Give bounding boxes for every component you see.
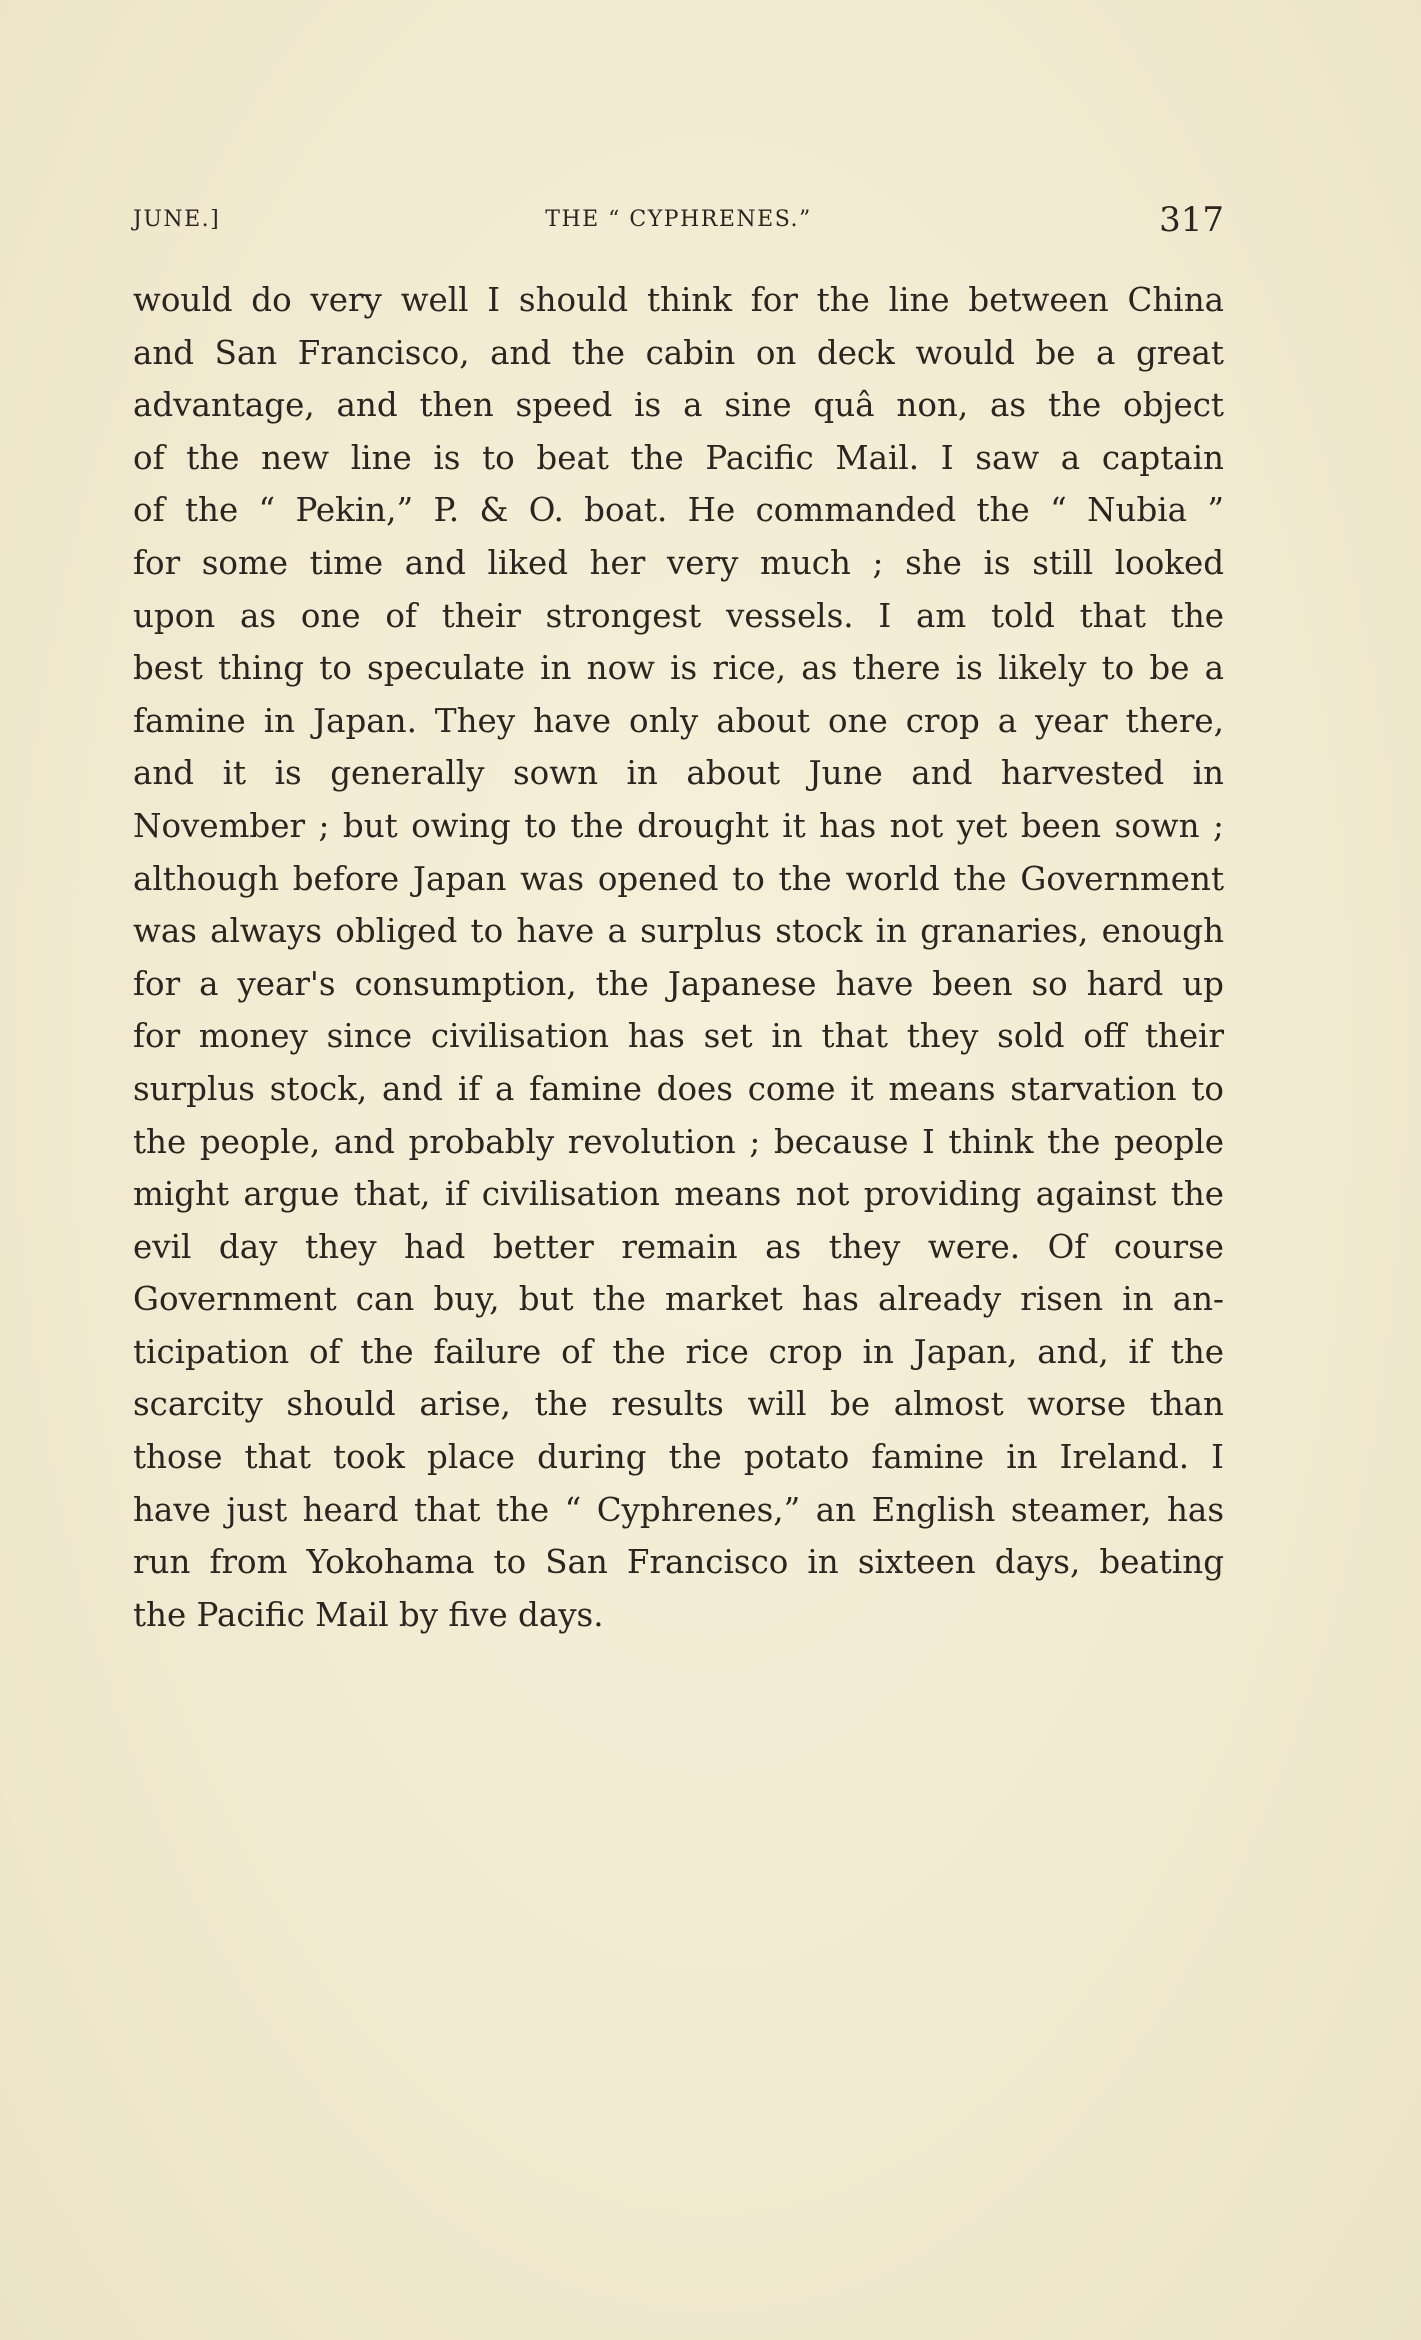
text-line: famine in Japan. They have only about one crop a year there, — [133, 701, 1224, 740]
text-line: upon as one of their strongest vessels. I am told that the — [133, 596, 1224, 635]
body-paragraph — [133, 274, 1224, 1641]
text-line: was always obliged to have a surplus stock in granaries, enough — [133, 912, 1224, 951]
text-line: might argue that, if civilisation means not providing against the — [133, 1175, 1224, 1214]
running-head — [133, 200, 1224, 240]
page-number: 317 — [1159, 200, 1224, 240]
text-line: run from Yokohama to San Francisco in sixteen days, beating — [133, 1543, 1224, 1582]
text-line: scarcity should arise, the results will be almost worse than — [133, 1385, 1224, 1424]
text-line: best thing to speculate in now is rice, as there is likely to be a — [133, 649, 1224, 688]
text-line: those that took place during the potato famine in Ireland. I — [133, 1438, 1224, 1477]
text-line: evil day they had better remain as they were. Of course — [133, 1227, 1224, 1266]
running-head-month: JUNE.] — [133, 207, 221, 232]
text-line: would do very well I should think for the line between China — [133, 281, 1224, 319]
text-line: Government can buy, but the market has already risen in an- — [133, 1280, 1224, 1319]
text-line-last: the Pacific Mail by five days. — [133, 1595, 604, 1634]
running-head-title: THE “ CYPHRENES.” — [545, 207, 812, 232]
text-line: surplus stock, and if a famine does come it means starvation to — [133, 1069, 1224, 1108]
text-line: and it is generally sown in about June and harvested in — [133, 754, 1224, 793]
text-line: have just heard that the “ Cyphrenes,” an English steamer, has — [133, 1490, 1224, 1529]
text-line: for a year's consumption, the Japanese have been so hard up — [133, 964, 1224, 1003]
text-line: for money since civilisation has set in that they sold off their — [133, 1017, 1224, 1056]
text-line: of the “ Pekin,” P. & O. boat. He commanded the “ Nubia ” — [133, 491, 1224, 530]
text-line: the people, and probably revolution ; because I think the people — [133, 1122, 1224, 1161]
text-line: of the new line is to beat the Pacific Mail. I saw a captain — [133, 438, 1224, 477]
text-line: advantage, and then speed is a sine quâ non, as the object — [133, 386, 1224, 425]
text-line: although before Japan was opened to the world the Government — [133, 859, 1224, 898]
text-line: and San Francisco, and the cabin on deck would be a great — [133, 333, 1224, 372]
text-line: November ; but owing to the drought it has not yet been sown ; — [133, 806, 1224, 845]
text-line: ticipation of the failure of the rice crop in Japan, and, if the — [133, 1332, 1224, 1371]
text-line: for some time and liked her very much ; she is still looked — [133, 543, 1224, 582]
